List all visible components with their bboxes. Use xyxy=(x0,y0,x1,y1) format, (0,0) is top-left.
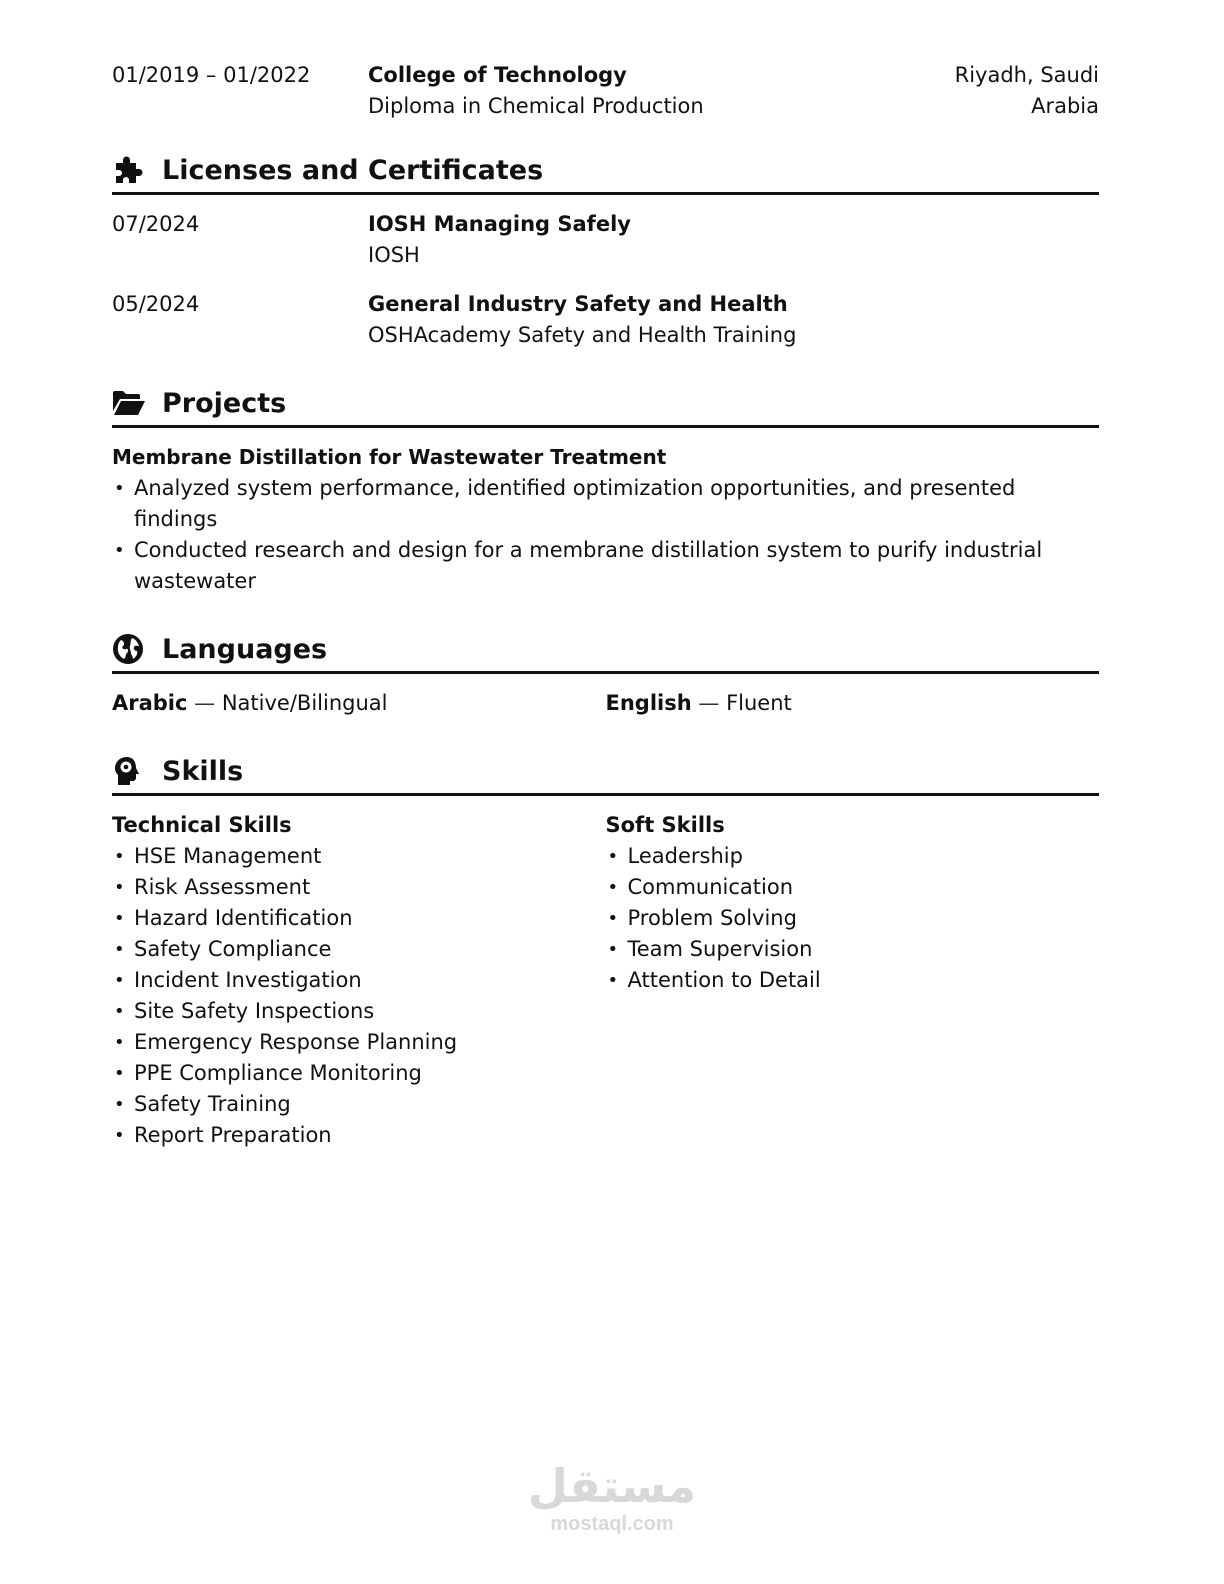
puzzle-icon xyxy=(112,154,148,186)
list-item: • Leadership xyxy=(606,841,1100,872)
list-item: • PPE Compliance Monitoring xyxy=(112,1058,606,1089)
list-item: • Communication xyxy=(606,872,1100,903)
list-item: • Emergency Response Planning xyxy=(112,1027,606,1058)
language-level: Native/Bilingual xyxy=(221,691,388,715)
project-name: Membrane Distillation for Wastewater Treatment xyxy=(112,445,667,469)
watermark-arabic: مستقل xyxy=(527,1459,697,1513)
project-bullets xyxy=(112,473,1099,597)
folder-open-icon xyxy=(112,387,148,419)
technical-skills xyxy=(112,810,606,1151)
language-item xyxy=(606,688,1100,719)
list-item: • Problem Solving xyxy=(606,903,1100,934)
list-item: • Incident Investigation xyxy=(112,965,606,996)
certificate-entry xyxy=(112,209,1099,271)
languages-section-header xyxy=(112,627,1099,674)
list-item: • Safety Training xyxy=(112,1089,606,1120)
language-item xyxy=(112,688,606,719)
projects-section-header xyxy=(112,381,1099,428)
education-location xyxy=(899,60,1099,122)
project-entry xyxy=(112,442,1099,597)
list-item: • Report Preparation xyxy=(112,1120,606,1151)
head-brain-icon xyxy=(112,755,148,787)
list-item: • HSE Management xyxy=(112,841,606,872)
certificate-entry xyxy=(112,289,1099,351)
certificate-date: 05/2024 xyxy=(112,292,200,316)
education-entry xyxy=(112,60,1099,122)
licenses-title: Licenses and Certificates xyxy=(162,154,544,186)
skills-section-header xyxy=(112,749,1099,796)
licenses-section-header xyxy=(112,148,1099,195)
list-item: • Safety Compliance xyxy=(112,934,606,965)
language-separator: — xyxy=(698,691,727,715)
projects-title: Projects xyxy=(162,387,287,419)
education-degree: Diploma in Chemical Production xyxy=(368,94,704,118)
skills-columns xyxy=(112,810,1099,1151)
language-name: English xyxy=(605,691,692,715)
language-separator: — xyxy=(194,691,222,715)
certificate-issuer: IOSH xyxy=(368,243,420,267)
technical-skills-title: Technical Skills xyxy=(112,813,292,837)
languages-list xyxy=(112,688,1099,719)
languages-title: Languages xyxy=(162,633,328,665)
list-item: • Hazard Identification xyxy=(112,903,606,934)
list-item: • Attention to Detail xyxy=(606,965,1100,996)
soft-skills xyxy=(606,810,1100,1151)
education-location-line1: Riyadh, Saudi xyxy=(954,63,1099,87)
globe-icon xyxy=(112,633,148,665)
list-item: • Site Safety Inspections xyxy=(112,996,606,1027)
certificate-issuer: OSHAcademy Safety and Health Training xyxy=(368,323,797,347)
education-date: 01/2019 – 01/2022 xyxy=(112,63,311,87)
language-name: Arabic xyxy=(112,691,188,715)
language-level: Fluent xyxy=(726,691,792,715)
certificate-name: General Industry Safety and Health xyxy=(368,292,788,316)
resume-page xyxy=(112,60,1099,1151)
list-item: • Team Supervision xyxy=(606,934,1100,965)
list-item: • Conducted research and design for a membrane distillation system to purify industrial wastewater xyxy=(112,535,1099,597)
education-location-line2: Arabia xyxy=(1031,94,1099,118)
watermark-latin: mostaql.com xyxy=(550,1513,674,1535)
certificate-name: IOSH Managing Safely xyxy=(368,212,631,236)
education-details xyxy=(368,60,899,122)
watermark-logo xyxy=(512,1460,712,1536)
soft-skills-title: Soft Skills xyxy=(605,813,725,837)
list-item: • Analyzed system performance, identified optimization opportunities, and presented findings xyxy=(112,473,1099,535)
skills-title: Skills xyxy=(162,755,244,787)
list-item: • Risk Assessment xyxy=(112,872,606,903)
certificate-date: 07/2024 xyxy=(112,212,200,236)
education-school: College of Technology xyxy=(368,63,627,87)
